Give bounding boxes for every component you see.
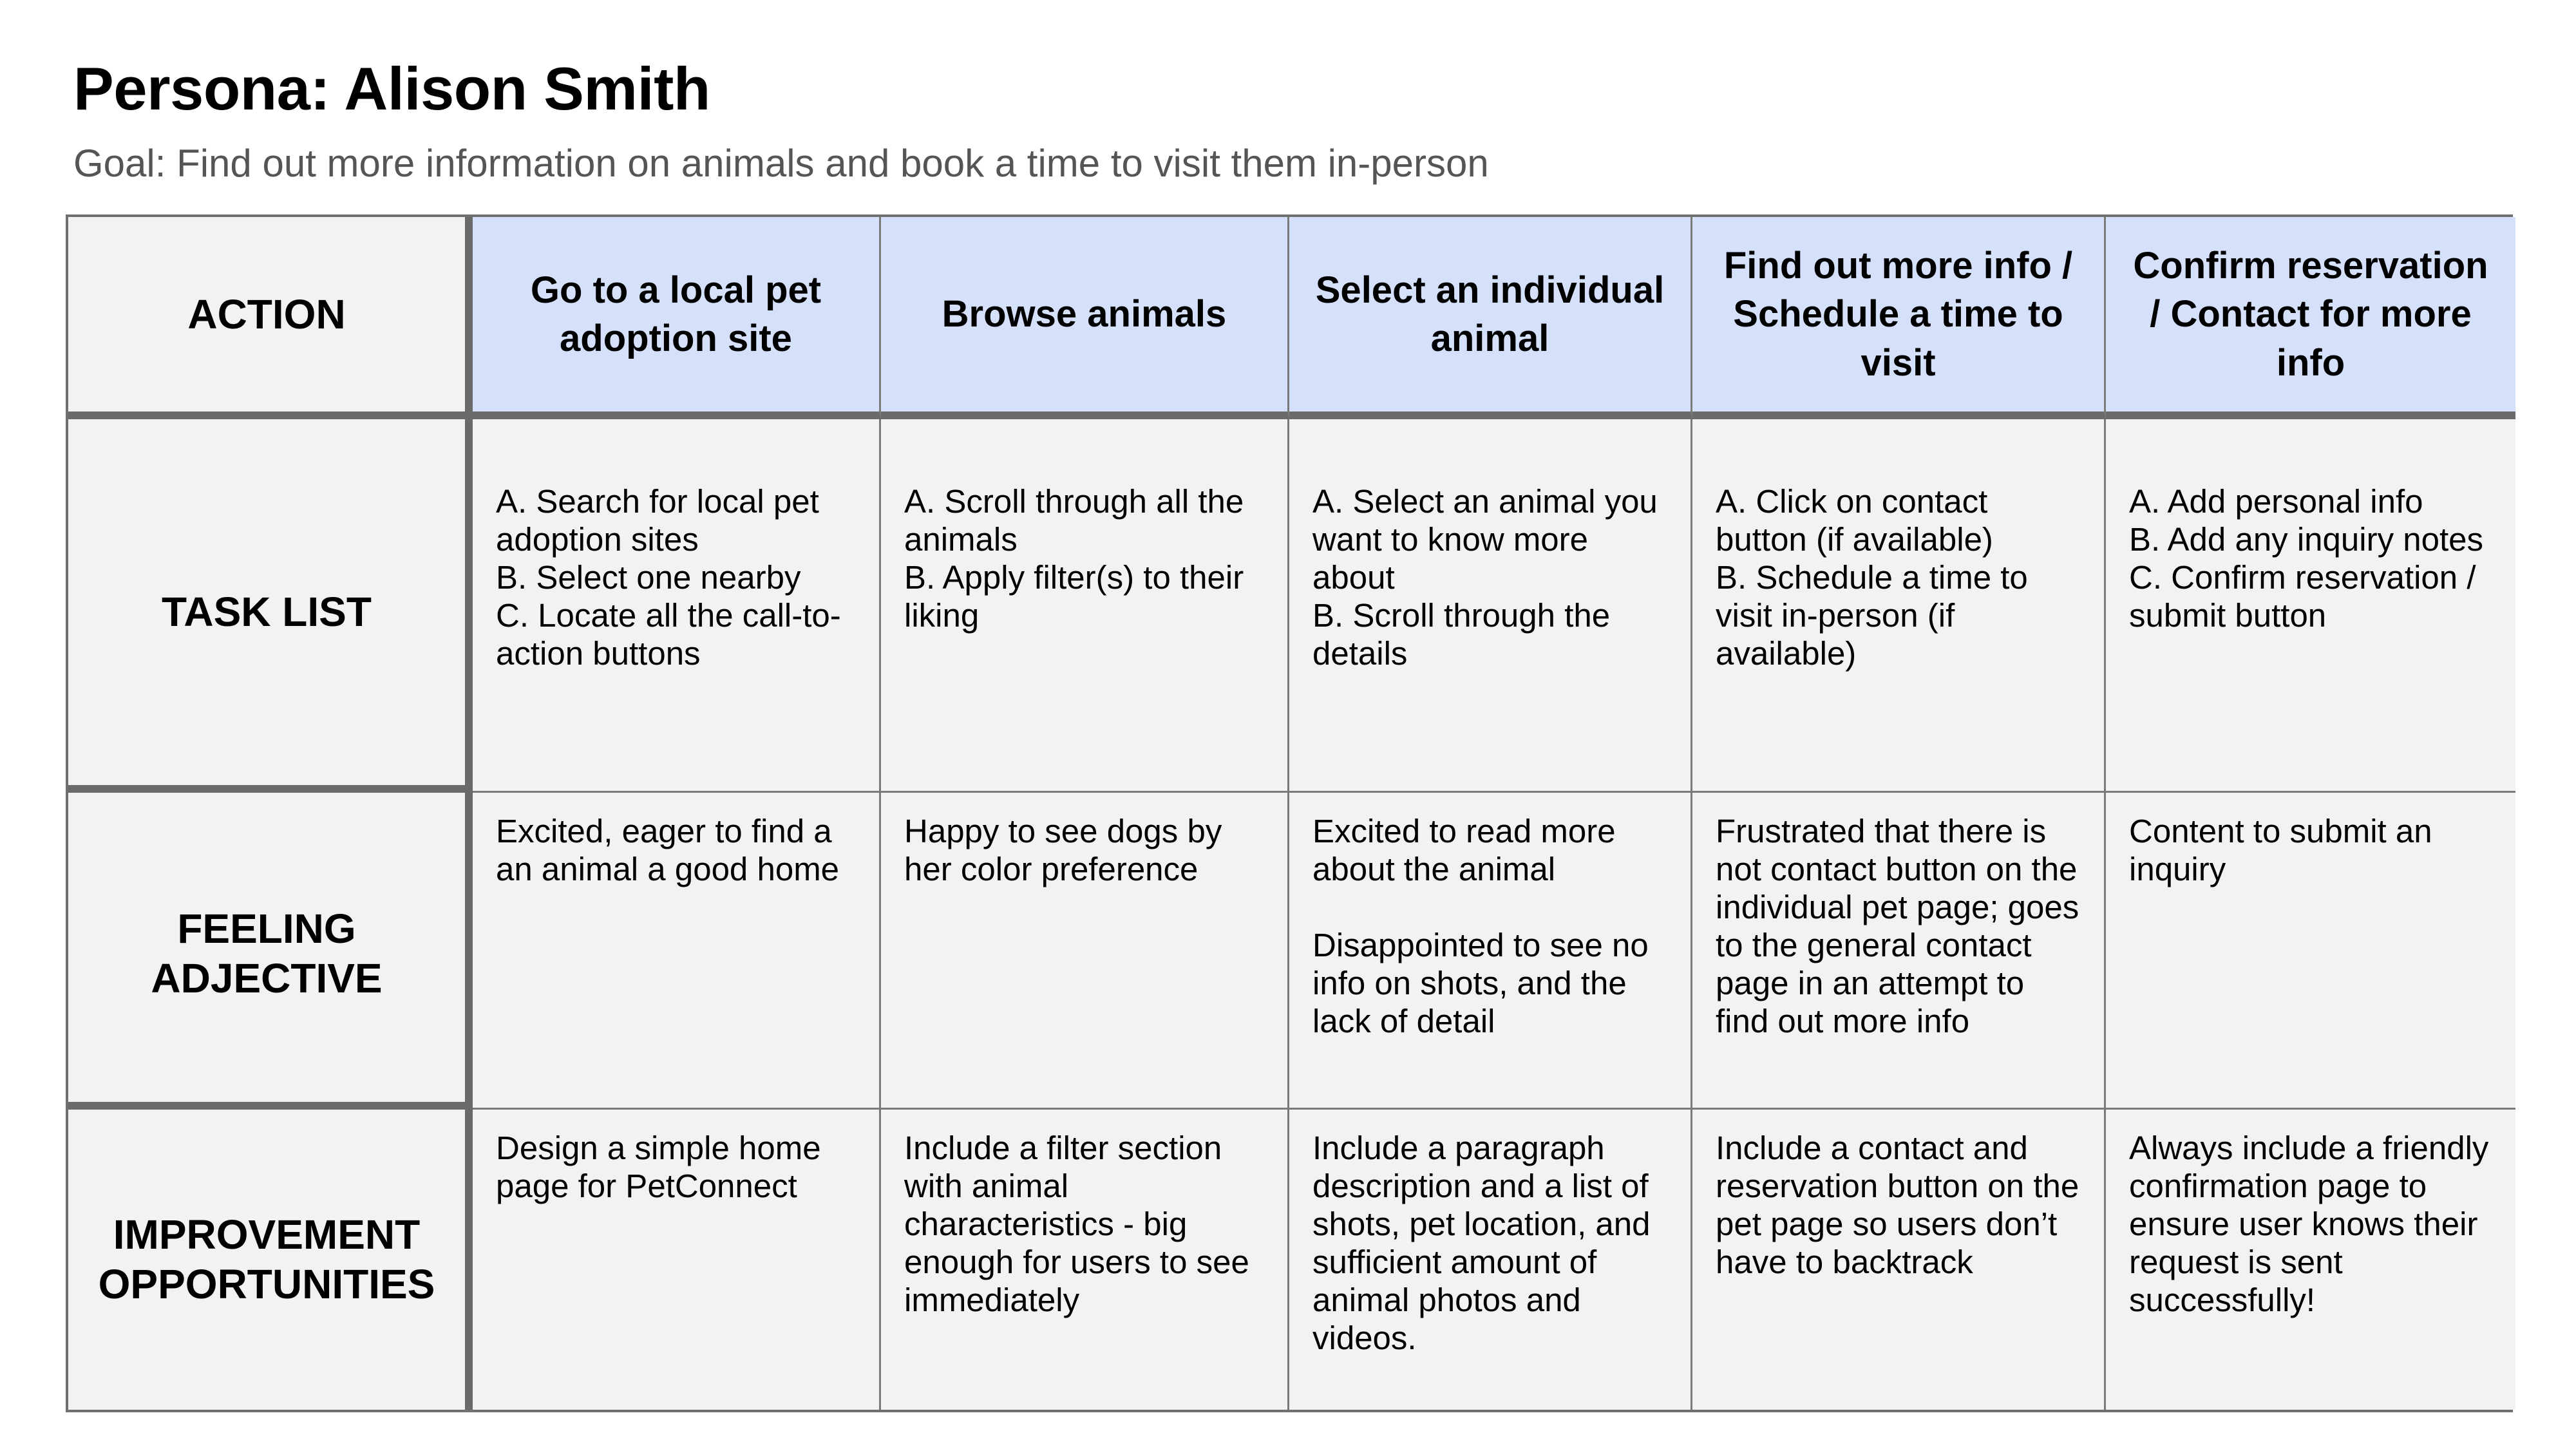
stage-2-tasks: A. Scroll through all the animals B. Apply filter(s) to their liking xyxy=(881,419,1289,793)
stage-1-feeling: Excited, eager to find a an animal a good home xyxy=(473,793,881,1110)
stage-4-tasks: A. Click on contact button (if available) B. Schedule a time to visit in-person (if available) xyxy=(1692,419,2106,793)
stage-5-action: Confirm reservation / Contact for more info xyxy=(2106,217,2515,419)
persona-goal: Goal: Find out more information on animals and book a time to visit them in-person xyxy=(73,142,1489,185)
stage-3-action: Select an individual animal xyxy=(1289,217,1692,419)
stage-3-improvement: Include a paragraph description and a list of shots, pet location, and sufficient amount of animal photos and videos. xyxy=(1289,1110,1692,1410)
stage-3-feeling: Excited to read more about the animal Disappointed to see no info on shots, and the lack of detail xyxy=(1289,793,1692,1110)
stage-3-tasks: A. Select an animal you want to know more about B. Scroll through the details xyxy=(1289,419,1692,793)
row-label-feeling: FEELING ADJECTIVE xyxy=(68,793,473,1110)
stage-2-action: Browse animals xyxy=(881,217,1289,419)
stage-5-improvement: Always include a friendly confirmation page to ensure user knows their request is sent successfully! xyxy=(2106,1110,2515,1410)
page-title: Persona: Alison Smith xyxy=(73,55,710,122)
stage-1-improvement: Design a simple home page for PetConnect xyxy=(473,1110,881,1410)
stage-5-feeling: Content to submit an inquiry xyxy=(2106,793,2515,1110)
stage-4-action: Find out more info / Schedule a time to visit xyxy=(1692,217,2106,419)
row-label-improvement: IMPROVEMENT OPPORTUNITIES xyxy=(68,1110,473,1410)
stage-1-action: Go to a local pet adoption site xyxy=(473,217,881,419)
row-label-task-list: TASK LIST xyxy=(68,419,473,793)
stage-4-improvement: Include a contact and reservation button on the pet page so users don’t have to backtrack xyxy=(1692,1110,2106,1410)
stage-1-tasks: A. Search for local pet adoption sites B. Select one nearby C. Locate all the call-to-action buttons xyxy=(473,419,881,793)
stage-5-tasks: A. Add personal info B. Add any inquiry notes C. Confirm reservation / submit button xyxy=(2106,419,2515,793)
user-journey-map-table xyxy=(66,214,2513,1412)
stage-2-feeling: Happy to see dogs by her color preference xyxy=(881,793,1289,1110)
row-label-action: ACTION xyxy=(68,217,473,419)
stage-4-feeling: Frustrated that there is not contact button on the individual pet page; goes to the general contact page in an attempt to find out more info xyxy=(1692,793,2106,1110)
stage-2-improvement: Include a filter section with animal characteristics - big enough for users to see immediately xyxy=(881,1110,1289,1410)
